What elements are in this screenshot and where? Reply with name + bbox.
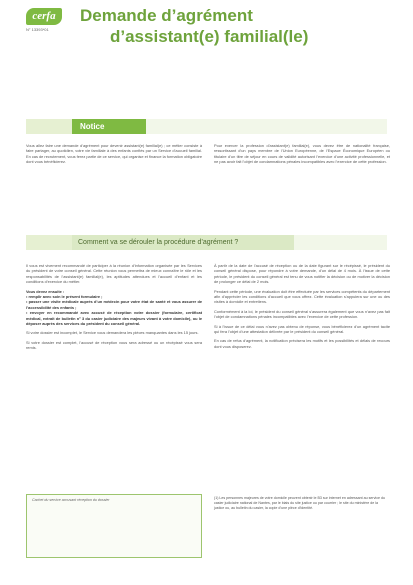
procedure-complete: Si votre dossier est complet, l’accusé de réception vous sera adressé ou un récépissé vous sera remis. bbox=[26, 339, 202, 351]
notice-right-paragraph: Pour exercer la profession d’assistant(e) familial(e), vous devez être de nationalité française, ressortissant d’un pays membre de l’Union Européenne, de l’Espace Économique Européen ou titulaire d’un titre de séjour en cours de validité autorisant l’exercice d’une activité professionnelle, et ne pas avoir fait l’objet de condamnations pénales incompatibles avec l’exercice de cette profession. bbox=[214, 143, 390, 165]
procedure-step-3: • envoyer en recommandé avec accusé de réception votre dossier (formulaire, certificat médical, extrait de bulletin n° 3 du casier judiciaire des majeurs vivant à votre domicile), ou le déposer auprès des services du président du conseil général. bbox=[26, 310, 202, 327]
header-bar-left bbox=[26, 235, 72, 250]
procedure-right-p2: Pendant cette période, une évaluation doit être effectuée par les services compétents du département afin d’apprécier les conditions d’accueil que vous offrez. Cette évaluation s’appuiera sur une ou des visites à domicile et entretiens. bbox=[214, 288, 390, 305]
procedure-right-column bbox=[214, 263, 390, 353]
procedure-section-header bbox=[26, 235, 387, 250]
procedure-right-p5: En cas de refus d’agrément, la notification précisera les motifs et les possibilités et délais de recours dont vous disposerez. bbox=[214, 338, 390, 349]
notice-heading: Notice bbox=[72, 119, 146, 134]
procedure-step-2: • passer une visite médicale auprès d’un médecin pour votre état de santé et vous assurer de l’accessibilité des enfants ; bbox=[26, 299, 202, 310]
procedure-intro: Il vous est vivement recommandé de participer à la réunion d’information organisée par les Services du président de votre conseil général. Cette réunion vous permettra de mieux connaître le rôle et les responsabilités de l’assistant(e) familial(e), les aptitudes attendues et l’accueil d’enfant et les conditions d’exercice du métier. bbox=[26, 263, 202, 285]
procedure-right-p1: À partir de la date de l’accusé de réception ou de la date figurant sur le récépissé, le président du conseil général dispose, pour répondre à votre demande, d’un délai de 4 mois. À l’issue de cette période, le président du conseil général est tenu de vous notifier la décision ou de motiver la décision de prolonger ce délai de 2 mois. bbox=[214, 263, 390, 285]
notice-section-header bbox=[26, 119, 387, 134]
procedure-left-column bbox=[26, 263, 202, 355]
header-bar-left bbox=[26, 119, 72, 134]
footnote: (1) Les personnes majeures de votre domicile peuvent obtenir le B3 sur internet en adressant au service du casier judiciaire national de Nantes, par le biais du site justice ou par courrier ; le site du ministère de la justice ou, au bulletin du casier, la copie d’une pièce d’identité. bbox=[214, 496, 385, 510]
page-title-line2: d’assistant(e) familial(le) bbox=[110, 27, 309, 46]
form-number: N° 13393*01 bbox=[26, 27, 49, 32]
stamp-box bbox=[26, 494, 202, 558]
procedure-step-1: • remplir avec soin le présent formulaire ; bbox=[26, 294, 103, 300]
procedure-heading: Comment va se dérouler la procédure d’agrément ? bbox=[72, 235, 294, 250]
notice-left-paragraph: Vous allez faire une demande d’agrément pour devenir assistant(e) familial(e) ; ce métier consiste à faire partager, au quotidien, votre vie familiale à des enfants confiés par un Service d’accueil familial. En cas de recrutement, vous ferez partie de ce service, qui organise et finance la formation obligatoire dont vous bénéficierez. bbox=[26, 143, 202, 165]
header-bar-right bbox=[294, 235, 387, 250]
procedure-incomplete: Si votre dossier est incomplet, le Service vous demandera les pièces manquantes dans les 15 jours. bbox=[26, 330, 199, 336]
cerfa-logo: cerfa bbox=[26, 8, 62, 25]
header-bar-right bbox=[146, 119, 387, 134]
notice-left-text bbox=[26, 143, 202, 169]
page-title-line1: Demande d’agrément bbox=[80, 6, 253, 25]
procedure-must-heading: Vous devez ensuite : bbox=[26, 288, 65, 294]
procedure-right-p4: Si à l’issue de ce délai vous n’avez pas obtenu de réponse, vous bénéficierez d’un agrément tacite qui fera l’objet d’une attestation délivrée par le président du conseil général. bbox=[214, 323, 390, 335]
notice-right-text bbox=[214, 143, 390, 169]
stamp-box-label: Cachet du service accusant réception du dossier bbox=[32, 498, 110, 502]
procedure-right-p3: Conformément à la loi, le président du conseil général s’assurera également que vous n’avez pas fait l’objet de condamnations pénales incompatibles avec l’exercice de cette profession. bbox=[214, 308, 390, 320]
